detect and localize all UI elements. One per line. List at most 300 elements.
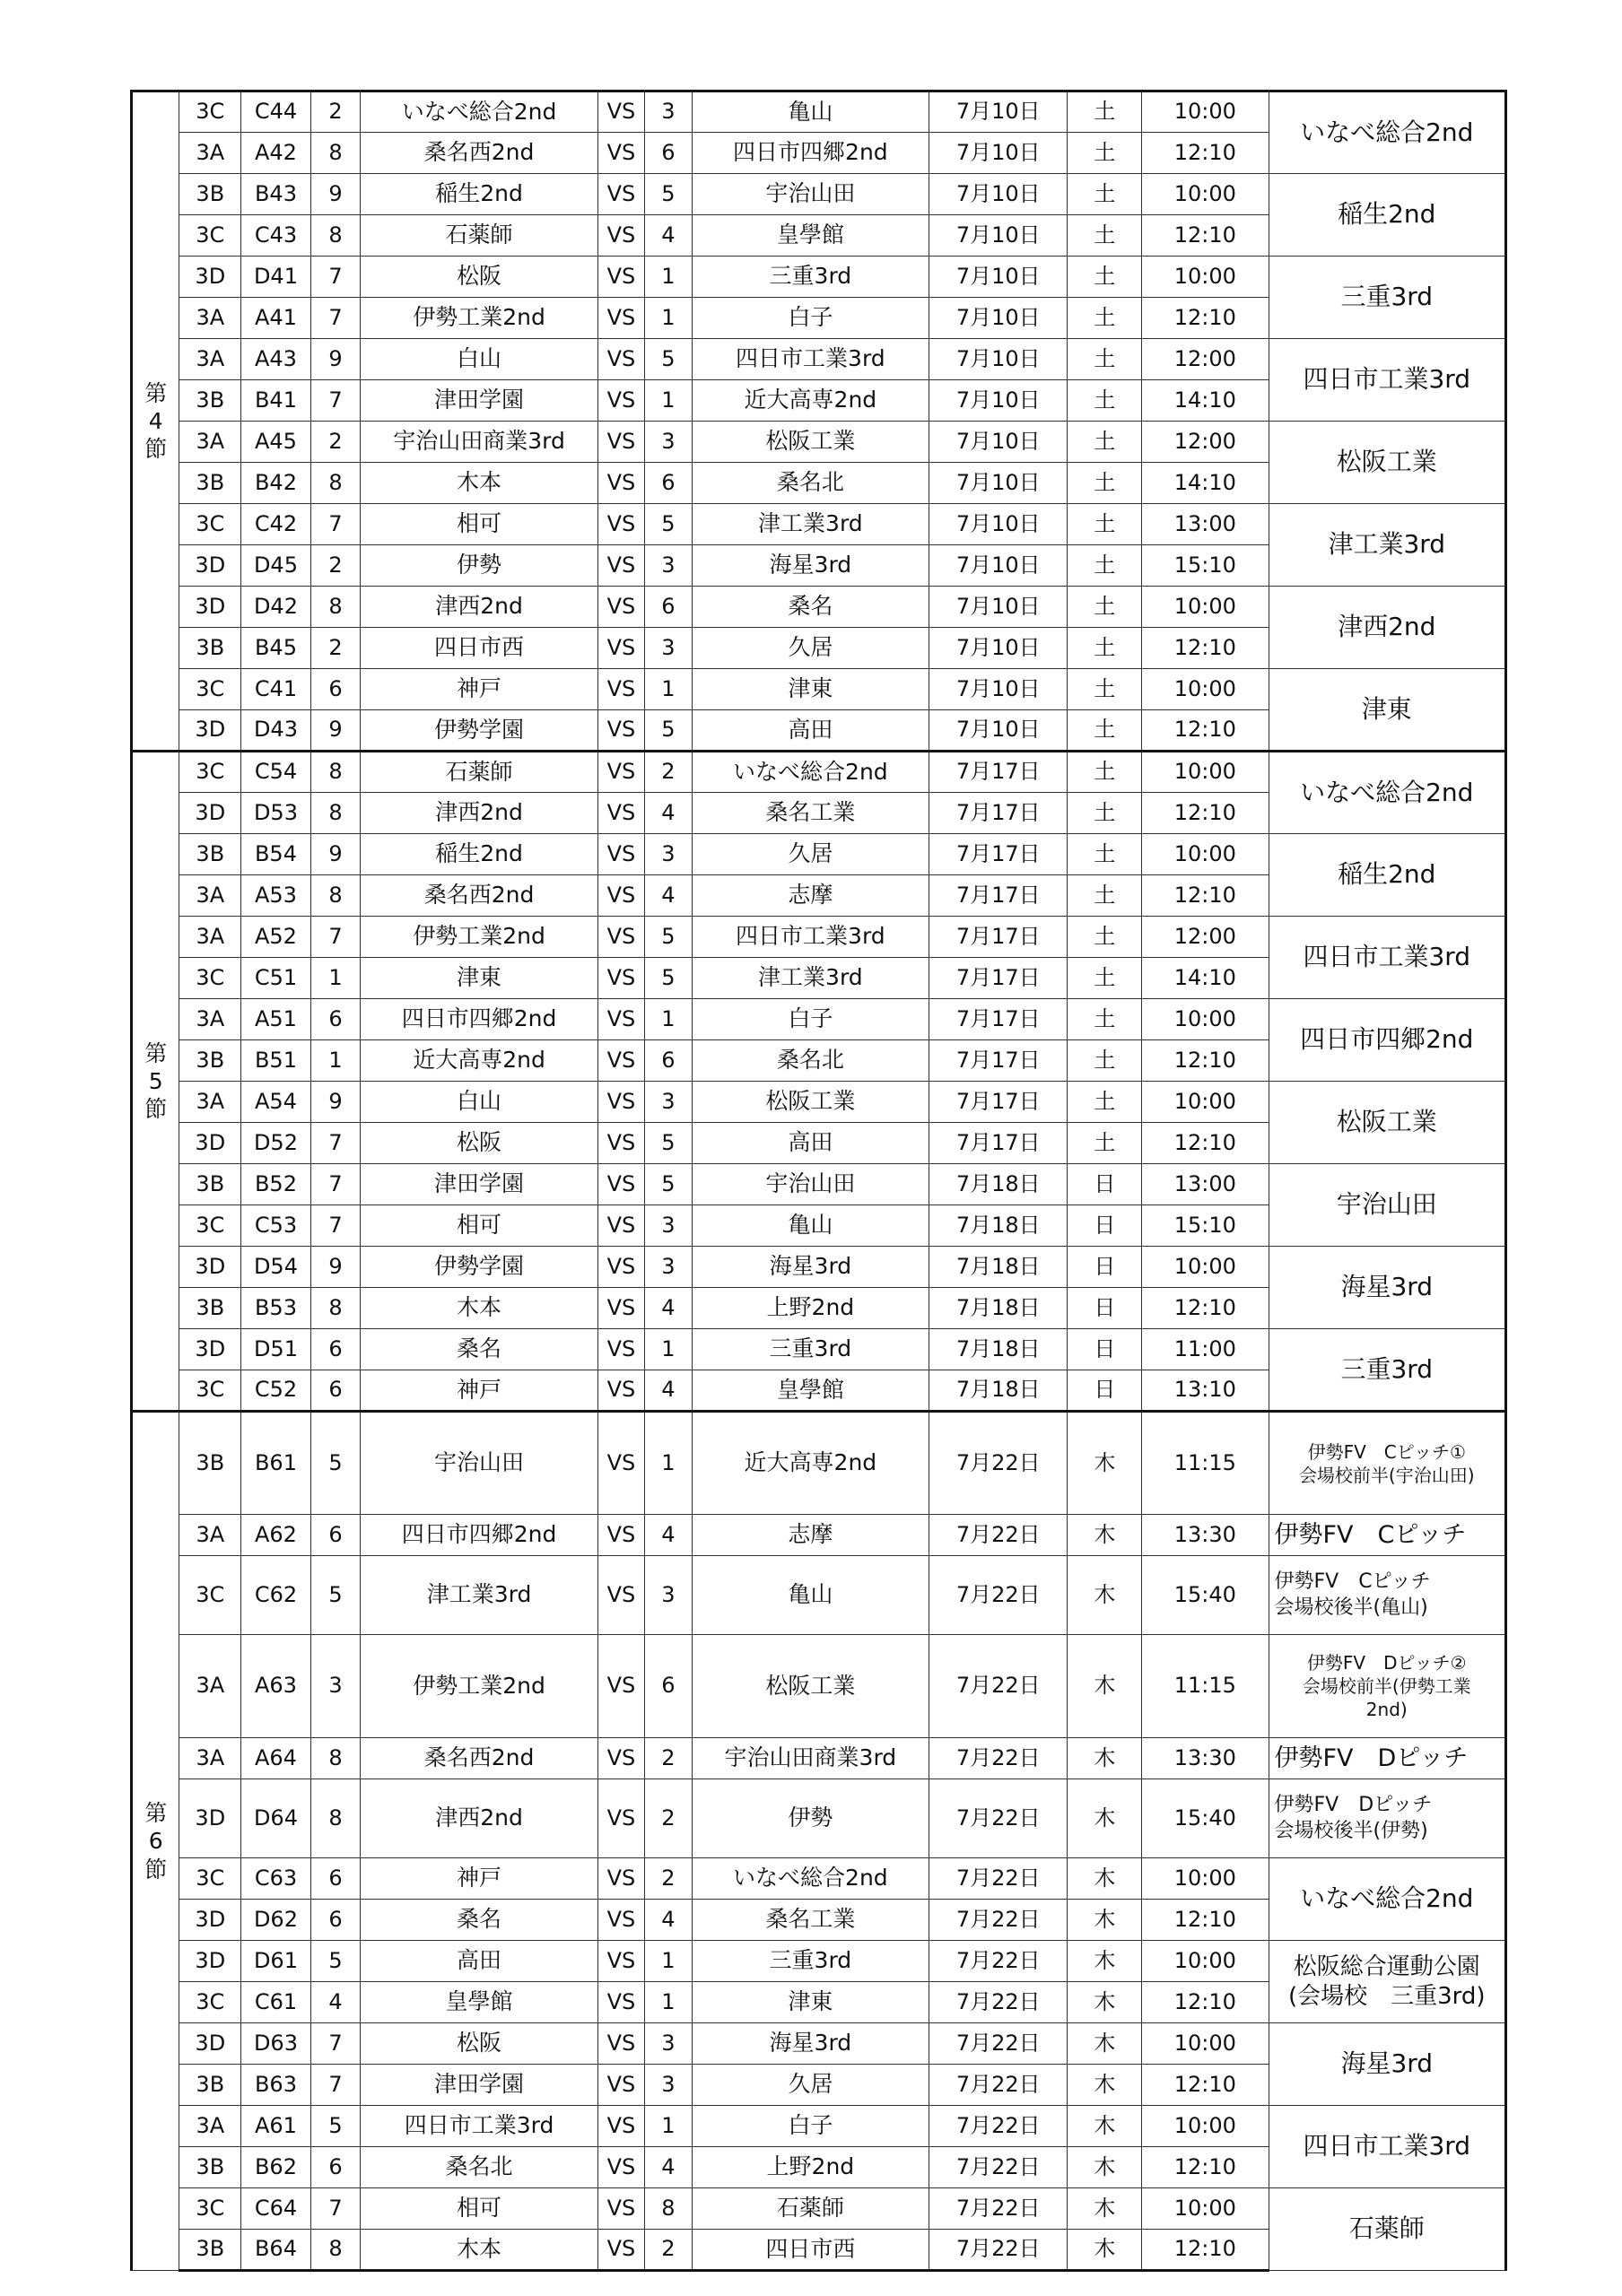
weekday-cell: 木 — [1068, 2230, 1142, 2271]
match-code-cell: C64 — [241, 2188, 311, 2230]
venue-cell: 松阪総合運動公園 (会場校 三重3rd) — [1269, 1941, 1506, 2023]
weekday-cell: 土 — [1068, 545, 1142, 587]
vs-cell: VS — [597, 1900, 644, 1941]
weekday-cell: 土 — [1068, 1040, 1142, 1082]
away-team-cell: 高田 — [692, 710, 929, 752]
home-team-cell: 木本 — [361, 2230, 597, 2271]
match-code-cell: C62 — [241, 1556, 311, 1635]
weekday-cell: 土 — [1068, 422, 1142, 463]
away-team-cell: 松阪工業 — [692, 1635, 929, 1738]
section-label: 第 5 節 — [132, 752, 179, 1412]
venue-cell: 四日市工業3rd — [1269, 2106, 1506, 2188]
kickoff-time-cell: 11:00 — [1142, 1329, 1269, 1370]
date-cell: 7月18日 — [929, 1329, 1068, 1370]
date-cell: 7月22日 — [929, 2023, 1068, 2065]
date-cell: 7月17日 — [929, 1082, 1068, 1123]
table-row — [132, 1635, 1506, 1738]
weekday-cell: 土 — [1068, 504, 1142, 545]
kickoff-time-cell: 10:00 — [1142, 999, 1269, 1040]
weekday-cell: 土 — [1068, 958, 1142, 999]
away-number-cell: 4 — [645, 793, 692, 834]
away-team-cell: 伊勢 — [692, 1779, 929, 1858]
weekday-cell: 木 — [1068, 1982, 1142, 2023]
home-team-cell: 四日市西 — [361, 628, 597, 669]
venue-cell: いなべ総合2nd — [1269, 752, 1506, 834]
table-row — [132, 917, 1506, 958]
home-number-cell: 7 — [310, 2188, 361, 2230]
date-cell: 7月10日 — [929, 422, 1068, 463]
away-number-cell: 1 — [645, 380, 692, 422]
home-team-cell: 桑名 — [361, 1900, 597, 1941]
match-code-cell: A64 — [241, 1738, 311, 1779]
vs-cell: VS — [597, 2023, 644, 2065]
group-cell: 3A — [179, 1738, 241, 1779]
match-code-cell: A52 — [241, 917, 311, 958]
group-cell: 3D — [179, 545, 241, 587]
weekday-cell: 木 — [1068, 1941, 1142, 1982]
home-team-cell: 宇治山田 — [361, 1412, 597, 1515]
home-number-cell: 8 — [310, 752, 361, 793]
group-cell: 3C — [179, 752, 241, 793]
weekday-cell: 木 — [1068, 2188, 1142, 2230]
away-team-cell: 桑名工業 — [692, 793, 929, 834]
group-cell: 3D — [179, 1123, 241, 1164]
away-team-cell: 高田 — [692, 1123, 929, 1164]
group-cell: 3C — [179, 1370, 241, 1412]
date-cell: 7月22日 — [929, 1412, 1068, 1515]
vs-cell: VS — [597, 1779, 644, 1858]
away-team-cell: 松阪工業 — [692, 1082, 929, 1123]
table-row — [132, 834, 1506, 875]
vs-cell: VS — [597, 1329, 644, 1370]
kickoff-time-cell: 15:40 — [1142, 1556, 1269, 1635]
home-team-cell: 四日市四郷2nd — [361, 1515, 597, 1556]
kickoff-time-cell: 12:10 — [1142, 1123, 1269, 1164]
away-number-cell: 3 — [645, 91, 692, 133]
home-team-cell: 木本 — [361, 463, 597, 504]
away-team-cell: 上野2nd — [692, 2147, 929, 2188]
group-cell: 3B — [179, 2065, 241, 2106]
home-team-cell: 津西2nd — [361, 587, 597, 628]
away-number-cell: 5 — [645, 504, 692, 545]
kickoff-time-cell: 12:10 — [1142, 2230, 1269, 2271]
kickoff-time-cell: 12:10 — [1142, 710, 1269, 752]
kickoff-time-cell: 12:10 — [1142, 1982, 1269, 2023]
match-code-cell: B42 — [241, 463, 311, 504]
weekday-cell: 木 — [1068, 2147, 1142, 2188]
home-team-cell: 神戸 — [361, 1370, 597, 1412]
away-team-cell: 四日市工業3rd — [692, 917, 929, 958]
venue-cell: 津東 — [1269, 669, 1506, 752]
away-team-cell: 津東 — [692, 1982, 929, 2023]
away-number-cell: 1 — [645, 1982, 692, 2023]
home-team-cell: 伊勢 — [361, 545, 597, 587]
group-cell: 3A — [179, 133, 241, 174]
away-team-cell: 亀山 — [692, 91, 929, 133]
home-number-cell: 9 — [310, 1082, 361, 1123]
home-number-cell: 8 — [310, 215, 361, 257]
group-cell: 3C — [179, 1205, 241, 1247]
date-cell: 7月18日 — [929, 1247, 1068, 1288]
away-team-cell: 白子 — [692, 999, 929, 1040]
weekday-cell: 木 — [1068, 2023, 1142, 2065]
home-team-cell: 伊勢工業2nd — [361, 917, 597, 958]
match-code-cell: C54 — [241, 752, 311, 793]
away-number-cell: 3 — [645, 1205, 692, 1247]
vs-cell: VS — [597, 1082, 644, 1123]
date-cell: 7月22日 — [929, 1635, 1068, 1738]
away-team-cell: 津工業3rd — [692, 504, 929, 545]
away-team-cell: 津工業3rd — [692, 958, 929, 999]
home-team-cell: 稲生2nd — [361, 834, 597, 875]
match-code-cell: D61 — [241, 1941, 311, 1982]
date-cell: 7月10日 — [929, 669, 1068, 710]
away-team-cell: 海星3rd — [692, 545, 929, 587]
table-row — [132, 1412, 1506, 1515]
kickoff-time-cell: 13:10 — [1142, 1370, 1269, 1412]
kickoff-time-cell: 10:00 — [1142, 752, 1269, 793]
away-number-cell: 3 — [645, 1082, 692, 1123]
kickoff-time-cell: 11:15 — [1142, 1635, 1269, 1738]
venue-cell: 三重3rd — [1269, 1329, 1506, 1412]
away-team-cell: 近大高専2nd — [692, 380, 929, 422]
away-team-cell: 宇治山田 — [692, 174, 929, 215]
home-number-cell: 4 — [310, 1982, 361, 2023]
date-cell: 7月10日 — [929, 710, 1068, 752]
kickoff-time-cell: 10:00 — [1142, 2188, 1269, 2230]
weekday-cell: 土 — [1068, 917, 1142, 958]
away-team-cell: 白子 — [692, 298, 929, 339]
vs-cell: VS — [597, 2065, 644, 2106]
weekday-cell: 木 — [1068, 1635, 1142, 1738]
group-cell: 3D — [179, 257, 241, 298]
venue-cell: 稲生2nd — [1269, 174, 1506, 257]
away-number-cell: 2 — [645, 1738, 692, 1779]
home-number-cell: 2 — [310, 91, 361, 133]
kickoff-time-cell: 12:00 — [1142, 917, 1269, 958]
match-code-cell: A61 — [241, 2106, 311, 2147]
kickoff-time-cell: 12:10 — [1142, 875, 1269, 917]
vs-cell: VS — [597, 257, 644, 298]
match-code-cell: D43 — [241, 710, 311, 752]
away-team-cell: 久居 — [692, 628, 929, 669]
match-code-cell: D42 — [241, 587, 311, 628]
vs-cell: VS — [597, 215, 644, 257]
home-team-cell: 津田学園 — [361, 2065, 597, 2106]
date-cell: 7月10日 — [929, 91, 1068, 133]
table-row — [132, 669, 1506, 710]
away-number-cell: 1 — [645, 1941, 692, 1982]
away-number-cell: 1 — [645, 1412, 692, 1515]
home-team-cell: 石薬師 — [361, 752, 597, 793]
date-cell: 7月10日 — [929, 463, 1068, 504]
vs-cell: VS — [597, 1247, 644, 1288]
away-number-cell: 5 — [645, 958, 692, 999]
kickoff-time-cell: 11:15 — [1142, 1412, 1269, 1515]
match-code-cell: C43 — [241, 215, 311, 257]
group-cell: 3B — [179, 174, 241, 215]
group-cell: 3B — [179, 1412, 241, 1515]
weekday-cell: 木 — [1068, 1858, 1142, 1900]
match-code-cell: A43 — [241, 339, 311, 380]
group-cell: 3A — [179, 1515, 241, 1556]
kickoff-time-cell: 12:00 — [1142, 339, 1269, 380]
away-number-cell: 3 — [645, 2023, 692, 2065]
match-code-cell: D51 — [241, 1329, 311, 1370]
kickoff-time-cell: 13:30 — [1142, 1515, 1269, 1556]
home-number-cell: 6 — [310, 1858, 361, 1900]
away-number-cell: 4 — [645, 1288, 692, 1329]
date-cell: 7月17日 — [929, 834, 1068, 875]
home-team-cell: 宇治山田商業3rd — [361, 422, 597, 463]
date-cell: 7月22日 — [929, 2147, 1068, 2188]
kickoff-time-cell: 12:10 — [1142, 298, 1269, 339]
away-team-cell: 久居 — [692, 834, 929, 875]
away-number-cell: 6 — [645, 1635, 692, 1738]
away-team-cell: 近大高専2nd — [692, 1412, 929, 1515]
date-cell: 7月18日 — [929, 1164, 1068, 1205]
home-team-cell: 津田学園 — [361, 1164, 597, 1205]
match-code-cell: B64 — [241, 2230, 311, 2271]
weekday-cell: 日 — [1068, 1247, 1142, 1288]
weekday-cell: 土 — [1068, 1123, 1142, 1164]
table-row — [132, 174, 1506, 215]
home-number-cell: 7 — [310, 917, 361, 958]
date-cell: 7月22日 — [929, 1515, 1068, 1556]
home-team-cell: 相可 — [361, 2188, 597, 2230]
vs-cell: VS — [597, 875, 644, 917]
kickoff-time-cell: 12:00 — [1142, 422, 1269, 463]
match-code-cell: B45 — [241, 628, 311, 669]
date-cell: 7月17日 — [929, 1123, 1068, 1164]
venue-cell: いなべ総合2nd — [1269, 1858, 1506, 1941]
table-row — [132, 422, 1506, 463]
date-cell: 7月22日 — [929, 2230, 1068, 2271]
home-number-cell: 9 — [310, 174, 361, 215]
home-number-cell: 6 — [310, 669, 361, 710]
vs-cell: VS — [597, 2188, 644, 2230]
date-cell: 7月10日 — [929, 174, 1068, 215]
date-cell: 7月10日 — [929, 257, 1068, 298]
home-number-cell: 6 — [310, 1370, 361, 1412]
home-number-cell: 5 — [310, 2106, 361, 2147]
group-cell: 3C — [179, 2188, 241, 2230]
venue-cell: 伊勢FV Dピッチ — [1269, 1738, 1506, 1779]
vs-cell: VS — [597, 1040, 644, 1082]
venue-cell: いなべ総合2nd — [1269, 91, 1506, 174]
home-number-cell: 7 — [310, 298, 361, 339]
date-cell: 7月22日 — [929, 1858, 1068, 1900]
date-cell: 7月10日 — [929, 545, 1068, 587]
table-row — [132, 1247, 1506, 1288]
away-number-cell: 3 — [645, 2065, 692, 2106]
group-cell: 3A — [179, 298, 241, 339]
match-code-cell: B54 — [241, 834, 311, 875]
home-number-cell: 8 — [310, 587, 361, 628]
weekday-cell: 土 — [1068, 875, 1142, 917]
kickoff-time-cell: 14:10 — [1142, 380, 1269, 422]
table-row — [132, 91, 1506, 133]
home-number-cell: 8 — [310, 793, 361, 834]
home-number-cell: 2 — [310, 628, 361, 669]
weekday-cell: 日 — [1068, 1205, 1142, 1247]
home-team-cell: 津西2nd — [361, 1779, 597, 1858]
date-cell: 7月22日 — [929, 1556, 1068, 1635]
kickoff-time-cell: 12:10 — [1142, 1900, 1269, 1941]
table-row — [132, 257, 1506, 298]
home-number-cell: 1 — [310, 1040, 361, 1082]
venue-cell: 三重3rd — [1269, 257, 1506, 339]
away-number-cell: 6 — [645, 133, 692, 174]
match-code-cell: A42 — [241, 133, 311, 174]
table-row — [132, 752, 1506, 793]
kickoff-time-cell: 10:00 — [1142, 1941, 1269, 1982]
away-team-cell: 海星3rd — [692, 2023, 929, 2065]
vs-cell: VS — [597, 133, 644, 174]
venue-cell: 四日市四郷2nd — [1269, 999, 1506, 1082]
match-code-cell: C52 — [241, 1370, 311, 1412]
home-team-cell: 松阪 — [361, 1123, 597, 1164]
kickoff-time-cell: 12:10 — [1142, 2147, 1269, 2188]
match-code-cell: D52 — [241, 1123, 311, 1164]
kickoff-time-cell: 10:00 — [1142, 1858, 1269, 1900]
date-cell: 7月22日 — [929, 1738, 1068, 1779]
match-code-cell: A62 — [241, 1515, 311, 1556]
match-code-cell: A41 — [241, 298, 311, 339]
home-team-cell: 松阪 — [361, 257, 597, 298]
home-team-cell: 桑名西2nd — [361, 133, 597, 174]
group-cell: 3C — [179, 958, 241, 999]
match-code-cell: C61 — [241, 1982, 311, 2023]
venue-cell: 津工業3rd — [1269, 504, 1506, 587]
home-team-cell: 伊勢工業2nd — [361, 298, 597, 339]
match-code-cell: B53 — [241, 1288, 311, 1329]
group-cell: 3A — [179, 917, 241, 958]
home-team-cell: 相可 — [361, 1205, 597, 1247]
weekday-cell: 木 — [1068, 1515, 1142, 1556]
weekday-cell: 土 — [1068, 669, 1142, 710]
vs-cell: VS — [597, 298, 644, 339]
weekday-cell: 土 — [1068, 710, 1142, 752]
group-cell: 3A — [179, 1635, 241, 1738]
match-code-cell: D41 — [241, 257, 311, 298]
group-cell: 3C — [179, 1982, 241, 2023]
venue-cell: 伊勢FV Cピッチ 会場校後半(亀山) — [1269, 1556, 1506, 1635]
kickoff-time-cell: 10:00 — [1142, 2106, 1269, 2147]
kickoff-time-cell: 13:30 — [1142, 1738, 1269, 1779]
group-cell: 3B — [179, 463, 241, 504]
vs-cell: VS — [597, 710, 644, 752]
home-number-cell: 6 — [310, 2147, 361, 2188]
date-cell: 7月10日 — [929, 298, 1068, 339]
kickoff-time-cell: 10:00 — [1142, 1082, 1269, 1123]
home-team-cell: 松阪 — [361, 2023, 597, 2065]
kickoff-time-cell: 10:00 — [1142, 2023, 1269, 2065]
match-code-cell: B41 — [241, 380, 311, 422]
weekday-cell: 日 — [1068, 1370, 1142, 1412]
vs-cell: VS — [597, 1941, 644, 1982]
date-cell: 7月10日 — [929, 504, 1068, 545]
home-team-cell: 木本 — [361, 1288, 597, 1329]
home-team-cell: 伊勢学園 — [361, 710, 597, 752]
match-code-cell: A51 — [241, 999, 311, 1040]
match-code-cell: A53 — [241, 875, 311, 917]
home-team-cell: 伊勢工業2nd — [361, 1635, 597, 1738]
home-number-cell: 7 — [310, 1205, 361, 1247]
date-cell: 7月10日 — [929, 133, 1068, 174]
home-team-cell: 近大高専2nd — [361, 1040, 597, 1082]
group-cell: 3B — [179, 1164, 241, 1205]
home-number-cell: 8 — [310, 1779, 361, 1858]
home-number-cell: 6 — [310, 1329, 361, 1370]
weekday-cell: 木 — [1068, 1556, 1142, 1635]
away-team-cell: 三重3rd — [692, 1941, 929, 1982]
weekday-cell: 土 — [1068, 1082, 1142, 1123]
section-label: 第 4 節 — [132, 91, 179, 752]
group-cell: 3B — [179, 380, 241, 422]
group-cell: 3D — [179, 2023, 241, 2065]
kickoff-time-cell: 12:10 — [1142, 793, 1269, 834]
away-team-cell: 四日市四郷2nd — [692, 133, 929, 174]
vs-cell: VS — [597, 917, 644, 958]
away-team-cell: 亀山 — [692, 1556, 929, 1635]
weekday-cell: 日 — [1068, 1329, 1142, 1370]
away-team-cell: 志摩 — [692, 1515, 929, 1556]
venue-cell: 伊勢FV Cピッチ① 会場校前半(宇治山田) — [1269, 1412, 1506, 1515]
home-number-cell: 7 — [310, 1123, 361, 1164]
table-row — [132, 1164, 1506, 1205]
vs-cell: VS — [597, 91, 644, 133]
date-cell: 7月22日 — [929, 1941, 1068, 1982]
group-cell: 3D — [179, 1247, 241, 1288]
home-number-cell: 9 — [310, 834, 361, 875]
home-team-cell: 四日市工業3rd — [361, 2106, 597, 2147]
away-team-cell: 桑名北 — [692, 1040, 929, 1082]
kickoff-time-cell: 12:10 — [1142, 2065, 1269, 2106]
match-code-cell: D64 — [241, 1779, 311, 1858]
date-cell: 7月10日 — [929, 339, 1068, 380]
group-cell: 3D — [179, 1900, 241, 1941]
away-team-cell: 亀山 — [692, 1205, 929, 1247]
group-cell: 3B — [179, 2230, 241, 2271]
away-team-cell: 石薬師 — [692, 2188, 929, 2230]
vs-cell: VS — [597, 628, 644, 669]
kickoff-time-cell: 10:00 — [1142, 834, 1269, 875]
vs-cell: VS — [597, 422, 644, 463]
group-cell: 3C — [179, 504, 241, 545]
vs-cell: VS — [597, 1515, 644, 1556]
home-team-cell: 津西2nd — [361, 793, 597, 834]
away-team-cell: 津東 — [692, 669, 929, 710]
venue-cell: 石薬師 — [1269, 2188, 1506, 2271]
home-team-cell: 皇學館 — [361, 1982, 597, 2023]
away-number-cell: 1 — [645, 1329, 692, 1370]
table-row — [132, 2023, 1506, 2065]
vs-cell: VS — [597, 380, 644, 422]
home-number-cell: 5 — [310, 1941, 361, 1982]
vs-cell: VS — [597, 1556, 644, 1635]
home-number-cell: 6 — [310, 999, 361, 1040]
kickoff-time-cell: 10:00 — [1142, 91, 1269, 133]
vs-cell: VS — [597, 793, 644, 834]
home-number-cell: 7 — [310, 2023, 361, 2065]
group-cell: 3A — [179, 2106, 241, 2147]
away-number-cell: 3 — [645, 1556, 692, 1635]
vs-cell: VS — [597, 1738, 644, 1779]
date-cell: 7月17日 — [929, 875, 1068, 917]
group-cell: 3A — [179, 422, 241, 463]
venue-cell: 稲生2nd — [1269, 834, 1506, 917]
